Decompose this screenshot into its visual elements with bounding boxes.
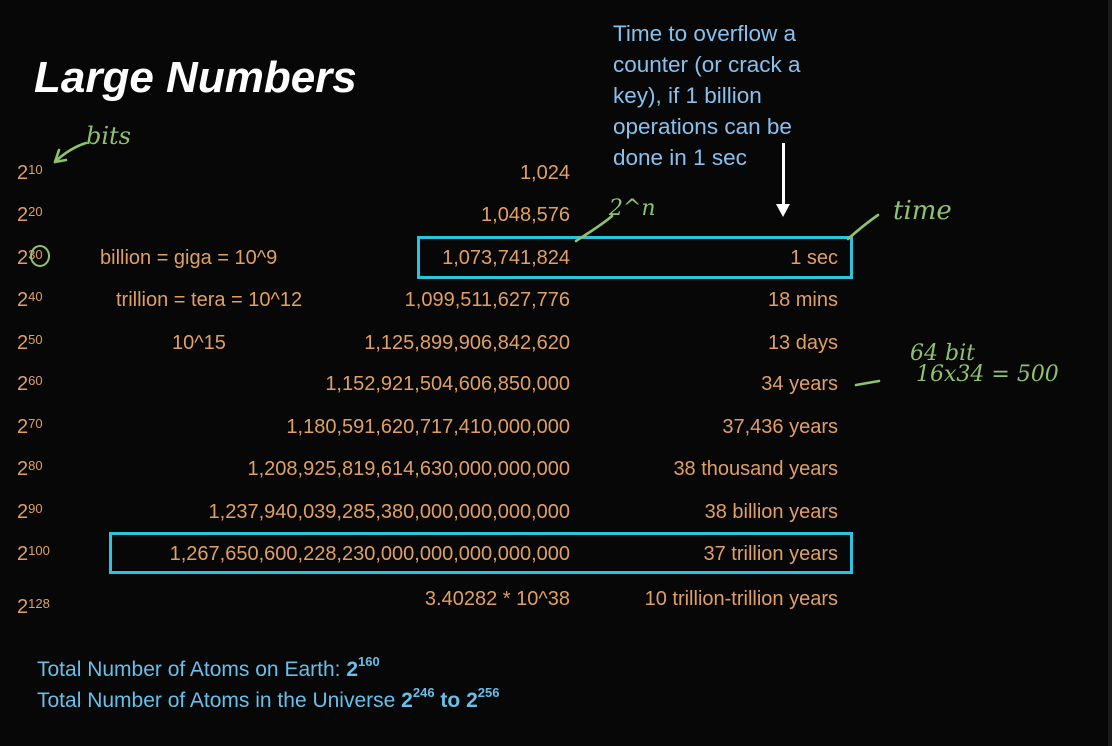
value-cell: 1,099,511,627,776 xyxy=(404,289,570,311)
power-label: $2^{80}$ xyxy=(17,458,43,480)
time-leader-line xyxy=(848,215,878,239)
value-cell: 1,152,921,504,606,850,000 xyxy=(325,373,570,395)
power-label: $2^{40}$ xyxy=(17,289,43,311)
years-dash-line xyxy=(856,381,879,385)
power-label: $2^{50}$ xyxy=(17,332,43,354)
power-label: $2^{10}$ xyxy=(17,162,43,184)
atoms-universe-power-low: $2^{246}$ xyxy=(401,685,435,712)
power-label: $2^{70}$ xyxy=(17,416,43,438)
atoms-earth-label: Total Number of Atoms on Earth: xyxy=(37,658,341,681)
bits-arrow-line xyxy=(55,143,86,162)
callout-line: Time to overflow a xyxy=(613,21,796,46)
value-cell: 1,048,576 xyxy=(481,204,570,226)
value-cell: 1,024 xyxy=(519,162,570,184)
alias-cell: 10^15 xyxy=(172,332,226,354)
bit64-handwritten-note: 64 bit xyxy=(910,341,975,366)
power-label: $2^{90}$ xyxy=(17,501,43,523)
power-leader-line xyxy=(576,216,612,241)
atoms-universe-power-high: $2^{256}$ xyxy=(466,685,500,712)
value-cell: 1,125,899,906,842,620 xyxy=(364,332,570,354)
power-label: $2^{20}$ xyxy=(17,204,43,226)
time-cell: 10 trillion-trillion years xyxy=(644,588,838,610)
power-label: $2^{60}$ xyxy=(17,373,43,395)
time-handwritten-note: time xyxy=(893,196,952,226)
alias-cell: trillion = tera = 10^12 xyxy=(116,289,303,311)
value-cell: 1,208,925,819,614,630,000,000,000 xyxy=(247,458,570,480)
time-cell: 37 trillion years xyxy=(703,543,838,565)
exponent-circle xyxy=(31,246,49,266)
time-cell: 34 years xyxy=(761,373,838,395)
callout-line: key), if 1 billion xyxy=(613,83,762,108)
callout-line: operations can be xyxy=(613,114,792,139)
value-cell: 1,073,741,824 xyxy=(442,247,570,269)
time-cell: 38 billion years xyxy=(704,501,838,523)
time-cell: 37,436 years xyxy=(722,416,838,438)
value-cell: 1,180,591,620,717,410,000,000 xyxy=(286,416,570,438)
time-cell: 1 sec xyxy=(790,247,838,269)
time-cell: 13 days xyxy=(767,332,838,354)
time-cell: 18 mins xyxy=(767,289,838,311)
value-cell: 1,237,940,039,285,380,000,000,000,000 xyxy=(208,501,570,523)
time-cell: 38 thousand years xyxy=(673,458,838,480)
value-cell: 3.40282 * 10^38 xyxy=(424,588,570,610)
power-handwritten-note: 2^n xyxy=(609,196,656,221)
callout-line: counter (or crack a xyxy=(613,52,801,77)
atoms-universe-to: to xyxy=(440,689,461,712)
atoms-earth-power: $2^{160}$ xyxy=(346,654,380,681)
power-label: $2^{30}$ xyxy=(17,247,43,269)
bits-handwritten-note: bits xyxy=(86,122,131,150)
alias-cell: billion = giga = 10^9 xyxy=(100,247,278,269)
power-label: $2^{100}$ xyxy=(17,543,50,565)
power-label: $2^{128}$ xyxy=(17,596,50,618)
window-edge xyxy=(1108,0,1112,746)
atoms-universe-label: Total Number of Atoms in the Universe xyxy=(37,689,396,712)
calc-handwritten-note: 16x34 = 500 xyxy=(916,362,1059,387)
slide-title: Large Numbers xyxy=(34,53,357,102)
value-cell: 1,267,650,600,228,230,000,000,000,000,000 xyxy=(169,543,570,565)
callout-line: done in 1 sec xyxy=(613,145,747,170)
